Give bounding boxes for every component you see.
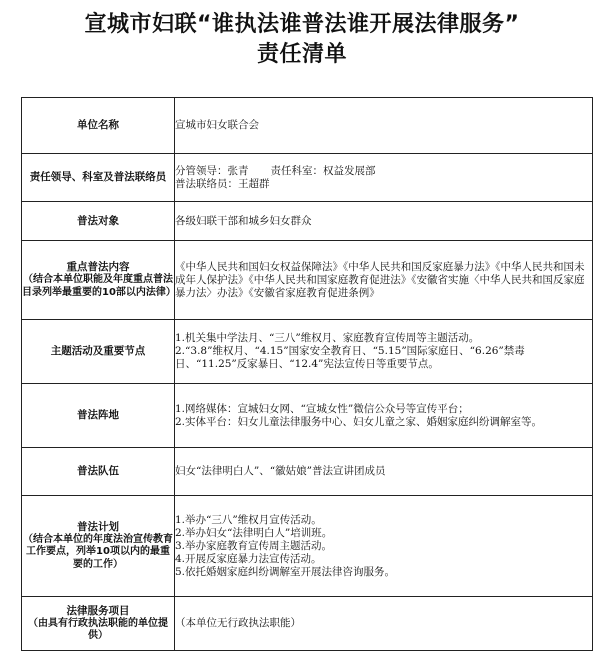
row-key-content	[22, 241, 593, 320]
value-responsible-leader	[175, 154, 593, 202]
value-audience: 各级妇联干部和城乡妇女群众	[175, 202, 593, 241]
position-item-1: 1.网络媒体：宣城妇女网、“宣城女性”微信公众号等宣传平台；	[175, 402, 469, 415]
label-key-content	[22, 241, 175, 320]
key-content-title: 重点普法内容	[66, 261, 130, 273]
activity-item-2: 2.“3.8”维权月、“4.15”国家安全教育日、“5.15”国际家庭日、“6.26”禁毒日、“11.25”反家暴日、“12.4”宪法宣传日等重要节点。	[175, 345, 525, 370]
value-legal-service: （本单位无行政执法职能）	[175, 597, 593, 651]
label-responsible-leader: 责任领导、科室及普法联络员	[22, 154, 175, 202]
plan-item-3: 3.举办家庭教育宣传周主题活动。	[175, 539, 333, 552]
liaison-name: 普法联络员：王超群	[175, 177, 270, 190]
value-unit-name: 宣城市妇女联合会	[175, 98, 593, 154]
legal-service-note: （由具有行政执法职能的单位提供）	[28, 617, 168, 641]
plan-title: 普法计划	[77, 520, 119, 533]
row-plan	[22, 496, 593, 597]
value-key-content	[175, 241, 593, 320]
value-positions	[175, 384, 593, 448]
title-line-1: 宣城市妇联“谁执法谁普法谁开展法律服务”	[84, 12, 520, 37]
document-title	[0, 10, 604, 70]
label-positions: 普法阵地	[22, 384, 175, 448]
plan-note: （结合本单位的年度法治宣传教育工作要点，列举10项以内的最重要的工作）	[23, 533, 173, 570]
label-plan	[22, 496, 175, 597]
value-team: 妇女“法律明白人”、“徽姑娘”普法宣讲团成员	[175, 448, 593, 496]
responsible-office: 责任科室：权益发展部	[270, 164, 376, 177]
label-audience: 普法对象	[22, 202, 175, 241]
label-team: 普法队伍	[22, 448, 175, 496]
key-content-note: （结合本单位职能及年度重点普法目录列举最重要的10部以内法律）	[22, 274, 176, 298]
title-line-2: 责任清单	[256, 42, 347, 67]
position-item-2: 2.实体平台：妇女儿童法律服务中心、妇女儿童之家、婚姻家庭纠纷调解室等。	[175, 415, 543, 428]
key-laws-text: 《中华人民共和国妇女权益保障法》《中华人民共和国反家庭暴力法》《中华人民共和国未成年人保护法》《中华人民共和国家庭教育促进法》《安徽省实施〈中华人民共和国反家庭暴力法〉办法》《安徽省家庭教育促进条例》	[175, 260, 585, 299]
value-activities	[175, 320, 593, 384]
activity-item-1: 1.机关集中学法月、“三八”维权月、家庭教育宣传周等主题活动。	[175, 332, 480, 344]
plan-item-4: 4.开展反家庭暴力法宣传活动。	[175, 552, 322, 565]
row-activities	[22, 320, 593, 384]
label-unit-name: 单位名称	[22, 98, 175, 154]
row-unit-name	[22, 98, 593, 154]
row-audience	[22, 202, 593, 241]
label-activities: 主题活动及重要节点	[22, 320, 175, 384]
plan-item-1: 1.举办“三八”维权月宣传活动。	[175, 513, 322, 526]
row-responsible-leader	[22, 154, 593, 202]
row-legal-service	[22, 597, 593, 651]
label-legal-service	[22, 597, 175, 651]
row-positions	[22, 384, 593, 448]
row-team	[22, 448, 593, 496]
responsibility-table	[21, 97, 593, 651]
plan-item-2: 2.举办妇女“法律明白人”培训班。	[175, 526, 333, 539]
value-plan	[175, 496, 593, 597]
legal-service-title: 法律服务项目	[66, 604, 130, 617]
plan-item-5: 5.依托婚姻家庭纠纷调解室开展法律咨询服务。	[175, 565, 396, 578]
leader-name: 分管领导：张青	[175, 164, 249, 177]
